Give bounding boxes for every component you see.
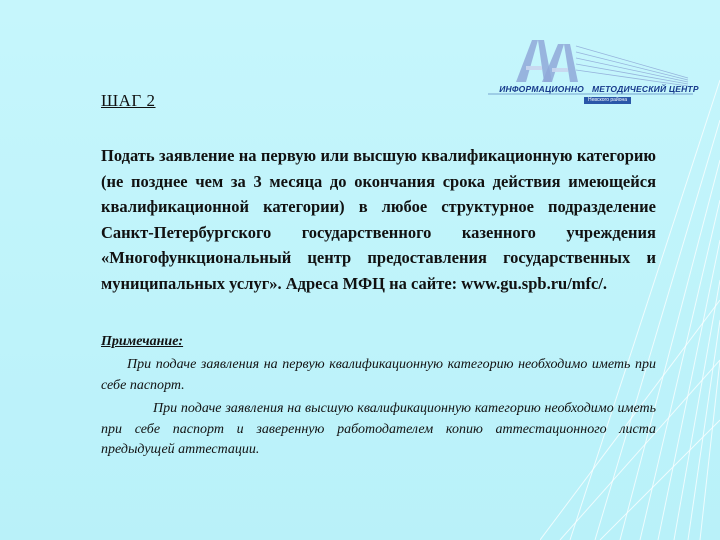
- logo-subtitle: Невского района: [584, 97, 631, 104]
- main-instruction-text: Подать заявление на первую или высшую квалификационную категорию (не позднее чем за 3 месяца до окончания срока действия имеющейся квалификационной категории) в любое структурное подразделение Санкт-Петербургского государственного казенного учреждения «Многофункциональный центр предоставления государственных и муниципальных услуг». Адреса МФЦ на сайте: www.gu.spb.ru/mfc/.: [101, 146, 656, 293]
- logo-title-right: МЕТОДИЧЕСКИЙ ЦЕНТР: [592, 84, 699, 94]
- note-paragraph-highest-category: При подаче заявления на высшую квалификационную категорию необходимо иметь при себе паспорт и заверенную работодателем копию аттестационного листа предыдущей аттестации.: [101, 401, 656, 457]
- logo-title-left: ИНФОРМАЦИОННО: [499, 84, 584, 94]
- note-label: Примечание:: [101, 334, 184, 349]
- organization-logo: [488, 34, 698, 112]
- note-paragraph-first-category: При подаче заявления на первую квалификационную категорию необходимо иметь при себе паспорт.: [101, 357, 656, 393]
- step-heading: ШАГ 2: [101, 91, 156, 110]
